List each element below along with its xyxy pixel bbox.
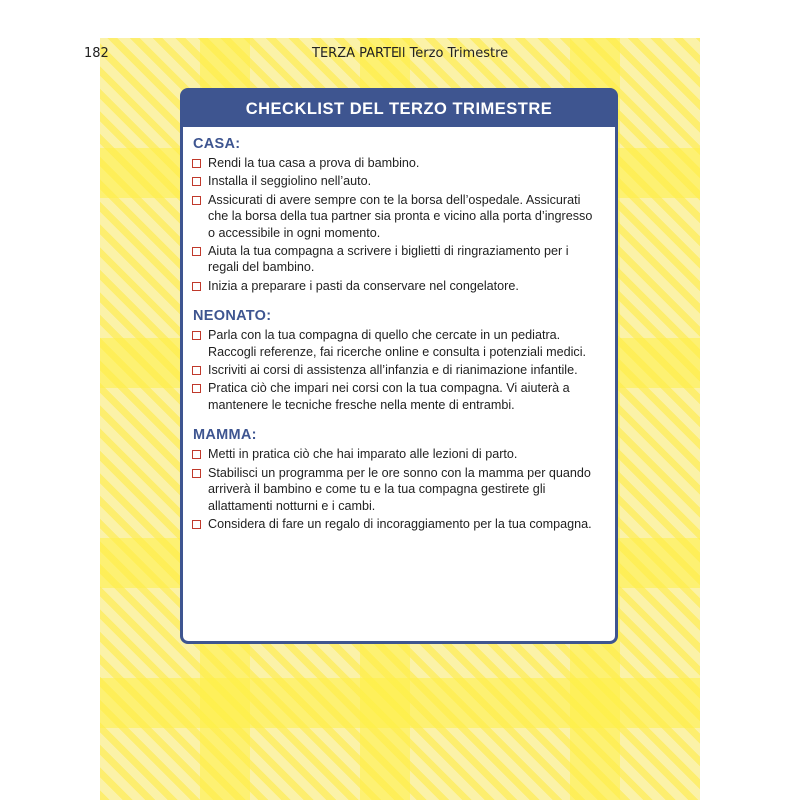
checkbox-icon	[192, 159, 201, 168]
page-number: 182	[84, 46, 109, 61]
checklist-item: Pratica ciò che impari nei corsi con la tua compagna. Vi aiuterà a mantenere le tecniche fresche nella mente di entrambi.	[192, 380, 602, 413]
chapter-title: Il Terzo Trimestre	[398, 46, 509, 61]
checkbox-icon	[192, 450, 201, 459]
section-list-casa	[192, 155, 602, 294]
section-heading-neonato: NEONATO:	[193, 308, 272, 325]
checklist-item: Inizia a preparare i pasti da conservare nel congelatore.	[192, 278, 602, 294]
checkbox-icon	[192, 469, 201, 478]
checklist-body	[183, 127, 615, 532]
section-heading-mamma: MAMMA:	[193, 427, 257, 444]
checkbox-icon	[192, 384, 201, 393]
part-label: TERZA PARTE	[312, 46, 400, 61]
section-heading-casa: CASA:	[193, 136, 241, 152]
checkbox-icon	[192, 177, 201, 186]
checkbox-icon	[192, 282, 201, 291]
checklist-item: Stabilisci un programma per le ore sonno con la mamma per quando arriverà il bambino e come tu e la tua compagna gestirete gli allattamenti notturni e i cambi.	[192, 465, 602, 514]
checkbox-icon	[192, 331, 201, 340]
running-head	[84, 46, 704, 66]
checklist-item: Assicurati di avere sempre con te la borsa dell’ospedale. Assicurati che la borsa della tua partner sia pronta e vicino alla porta d’ingresso o accessibile in ogni momento.	[192, 192, 602, 241]
checkbox-icon	[192, 366, 201, 375]
checklist-box	[180, 88, 618, 644]
checkbox-icon	[192, 520, 201, 529]
checklist-item: Installa il seggiolino nell’auto.	[192, 173, 602, 189]
checklist-title: CHECKLIST DEL TERZO TRIMESTRE	[183, 91, 615, 127]
checklist-item: Considera di fare un regalo di incoraggiamento per la tua compagna.	[192, 516, 602, 532]
checklist-item: Rendi la tua casa a prova di bambino.	[192, 155, 602, 171]
checklist-item: Metti in pratica ciò che hai imparato alle lezioni di parto.	[192, 446, 602, 462]
checklist-item: Iscriviti ai corsi di assistenza all’infanzia e di rianimazione infantile.	[192, 362, 602, 378]
section-list-mamma	[192, 446, 602, 532]
checklist-item: Aiuta la tua compagna a scrivere i biglietti di ringraziamento per i regali del bambino.	[192, 243, 602, 276]
checkbox-icon	[192, 247, 201, 256]
section-list-neonato	[192, 327, 602, 413]
checkbox-icon	[192, 196, 201, 205]
checklist-item: Parla con la tua compagna di quello che cercate in un pediatra. Raccogli referenze, fai ricerche online e consulta i potenziali medici.	[192, 327, 602, 360]
